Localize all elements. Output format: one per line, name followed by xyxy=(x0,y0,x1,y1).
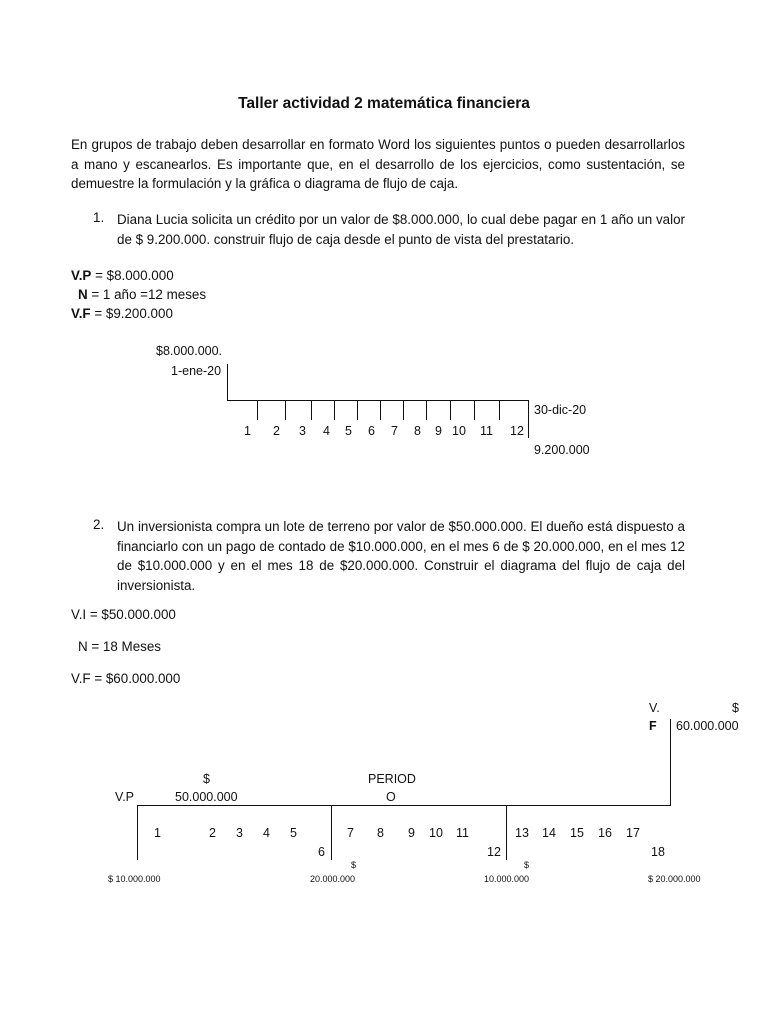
q2-pay-18: $ 20.000.000 xyxy=(648,874,701,884)
q2-pay-6: 20.000.000 xyxy=(310,874,356,884)
q2-vf-label-1: V. xyxy=(649,701,660,715)
q2-vf-amount: 60.000.000 xyxy=(676,719,739,733)
q1-period-tick xyxy=(426,400,427,420)
q2-period-label-1: PERIOD xyxy=(368,772,416,786)
q1-period-label: 5 xyxy=(345,424,352,438)
q1-vp-value: = $8.000.000 xyxy=(91,268,174,283)
q2-vf-label-2: F xyxy=(649,719,657,733)
q1-vf xyxy=(71,306,173,321)
q1-period-tick xyxy=(403,400,404,420)
q1-vf-label: V.F xyxy=(71,306,91,321)
q2-period-18: 18 xyxy=(651,845,665,859)
q2-period-label: 7 xyxy=(347,826,354,840)
q2-timeline xyxy=(137,805,671,806)
q1-period-tick xyxy=(499,400,500,420)
q2-number: 2. xyxy=(93,517,105,532)
q1-text: Diana Lucia solicita un crédito por un valor de $8.000.000, lo cual debe pagar en 1 año un valor de $ 9.200.000. construir flujo de caja desde el punto de vista del prestatario. xyxy=(117,212,685,247)
q1-period-label: 10 xyxy=(452,424,466,438)
q1-period-tick xyxy=(357,400,358,420)
q2-vi: V.I = $50.000.000 xyxy=(71,607,176,622)
q1-period-label: 6 xyxy=(368,424,375,438)
q1-period-tick xyxy=(311,400,312,420)
q1-outflow-arrow xyxy=(528,400,529,438)
q2-period-12: 12 xyxy=(487,845,501,859)
q2-period-label: 14 xyxy=(542,826,556,840)
q2-pay-0-arrow xyxy=(137,805,138,860)
q2-period-label: 16 xyxy=(598,826,612,840)
q2-period-label: 8 xyxy=(377,826,384,840)
q2-period-label: 4 xyxy=(263,826,270,840)
q2-vf-dollar: $ xyxy=(732,701,739,715)
q1-inflow-arrow xyxy=(227,364,228,400)
q1-vp-label: V.P xyxy=(71,268,92,283)
q1-start-amount: $8.000.000. xyxy=(156,344,223,358)
q2-vp-amount: 50.000.000 xyxy=(175,790,238,804)
q1-end-date: 30-dic-20 xyxy=(534,403,587,417)
q1-period-tick xyxy=(474,400,475,420)
q2-period-label: 9 xyxy=(408,826,415,840)
q2-vf: V.F = $60.000.000 xyxy=(71,671,181,686)
q1-period-tick xyxy=(257,400,258,420)
q1-vf-value: = $9.200.000 xyxy=(90,306,173,321)
q2-vp-label: V.P xyxy=(115,790,135,804)
q2-vp-dollar: $ xyxy=(203,772,210,786)
q1-period-label: 12 xyxy=(510,424,524,438)
q2-period-label: 10 xyxy=(429,826,443,840)
q2-vf-arrow xyxy=(670,719,671,805)
q1-period-label: 7 xyxy=(391,424,398,438)
q1-n xyxy=(78,287,206,302)
q2-n: N = 18 Meses xyxy=(78,639,161,654)
q2-period-label: 11 xyxy=(456,826,469,840)
q1-period-tick xyxy=(334,400,335,420)
q1-number: 1. xyxy=(93,210,105,225)
q1-vp xyxy=(71,268,174,283)
q2-period-label: 13 xyxy=(515,826,529,840)
q2-pay-12-arrow xyxy=(506,805,507,860)
q2-period-label: 15 xyxy=(570,826,584,840)
q2-pay-12: 10.000.000 xyxy=(484,874,530,884)
q2-period-label: 2 xyxy=(209,826,216,840)
q2-pay-6-dollar: $ xyxy=(351,860,357,870)
q1-period-tick xyxy=(450,400,451,420)
q2-period-6: 6 xyxy=(318,845,325,859)
q2-period-label: 17 xyxy=(626,826,640,840)
q1-period-tick xyxy=(285,400,286,420)
intro-paragraph: En grupos de trabajo deben desarrollar en formato Word los siguientes puntos o pueden desarrollarlos a mano y escanearlos. Es importante que, en el desarrollo de los ejercicios, como sustentación, se demuestre la formulación y la gráfica o diagrama de flujo de caja. xyxy=(71,137,685,191)
q2-period-label: 3 xyxy=(236,826,243,840)
q1-period-tick xyxy=(380,400,381,420)
q1-period-label: 4 xyxy=(323,424,330,438)
q1-end-amount: 9.200.000 xyxy=(534,443,590,457)
q1-n-value: = 1 año =12 meses xyxy=(87,287,207,302)
q1-period-label: 9 xyxy=(435,424,442,438)
q2-period-label: 1 xyxy=(154,826,161,840)
q2-pay-12-dollar: $ xyxy=(524,860,530,870)
page-title: Taller actividad 2 matemática financiera xyxy=(238,95,530,112)
q1-period-label: 1 xyxy=(244,424,251,438)
q2-pay-0: $ 10.000.000 xyxy=(108,874,161,884)
q1-period-label: 2 xyxy=(273,424,280,438)
q1-n-label: N xyxy=(78,287,88,302)
q1-period-label: 3 xyxy=(299,424,306,438)
q1-start-date: 1-ene-20 xyxy=(171,364,222,378)
q1-period-label: 11 xyxy=(480,424,493,438)
q1-timeline xyxy=(227,400,529,401)
q2-period-label-2: O xyxy=(386,790,396,804)
q1-period-label: 8 xyxy=(414,424,421,438)
q2-text: Un inversionista compra un lote de terreno por valor de $50.000.000. El dueño está dispuesto a financiarlo con un pago de contado de $10.000.000, en el mes 6 de $ 20.000.000, en el mes 12 de $10.000.000 y en el mes 18 de $20.000.000. Construir el diagrama del flujo de caja del inversionista. xyxy=(117,519,685,593)
q2-pay-6-arrow xyxy=(331,805,332,860)
q2-period-label: 5 xyxy=(290,826,297,840)
